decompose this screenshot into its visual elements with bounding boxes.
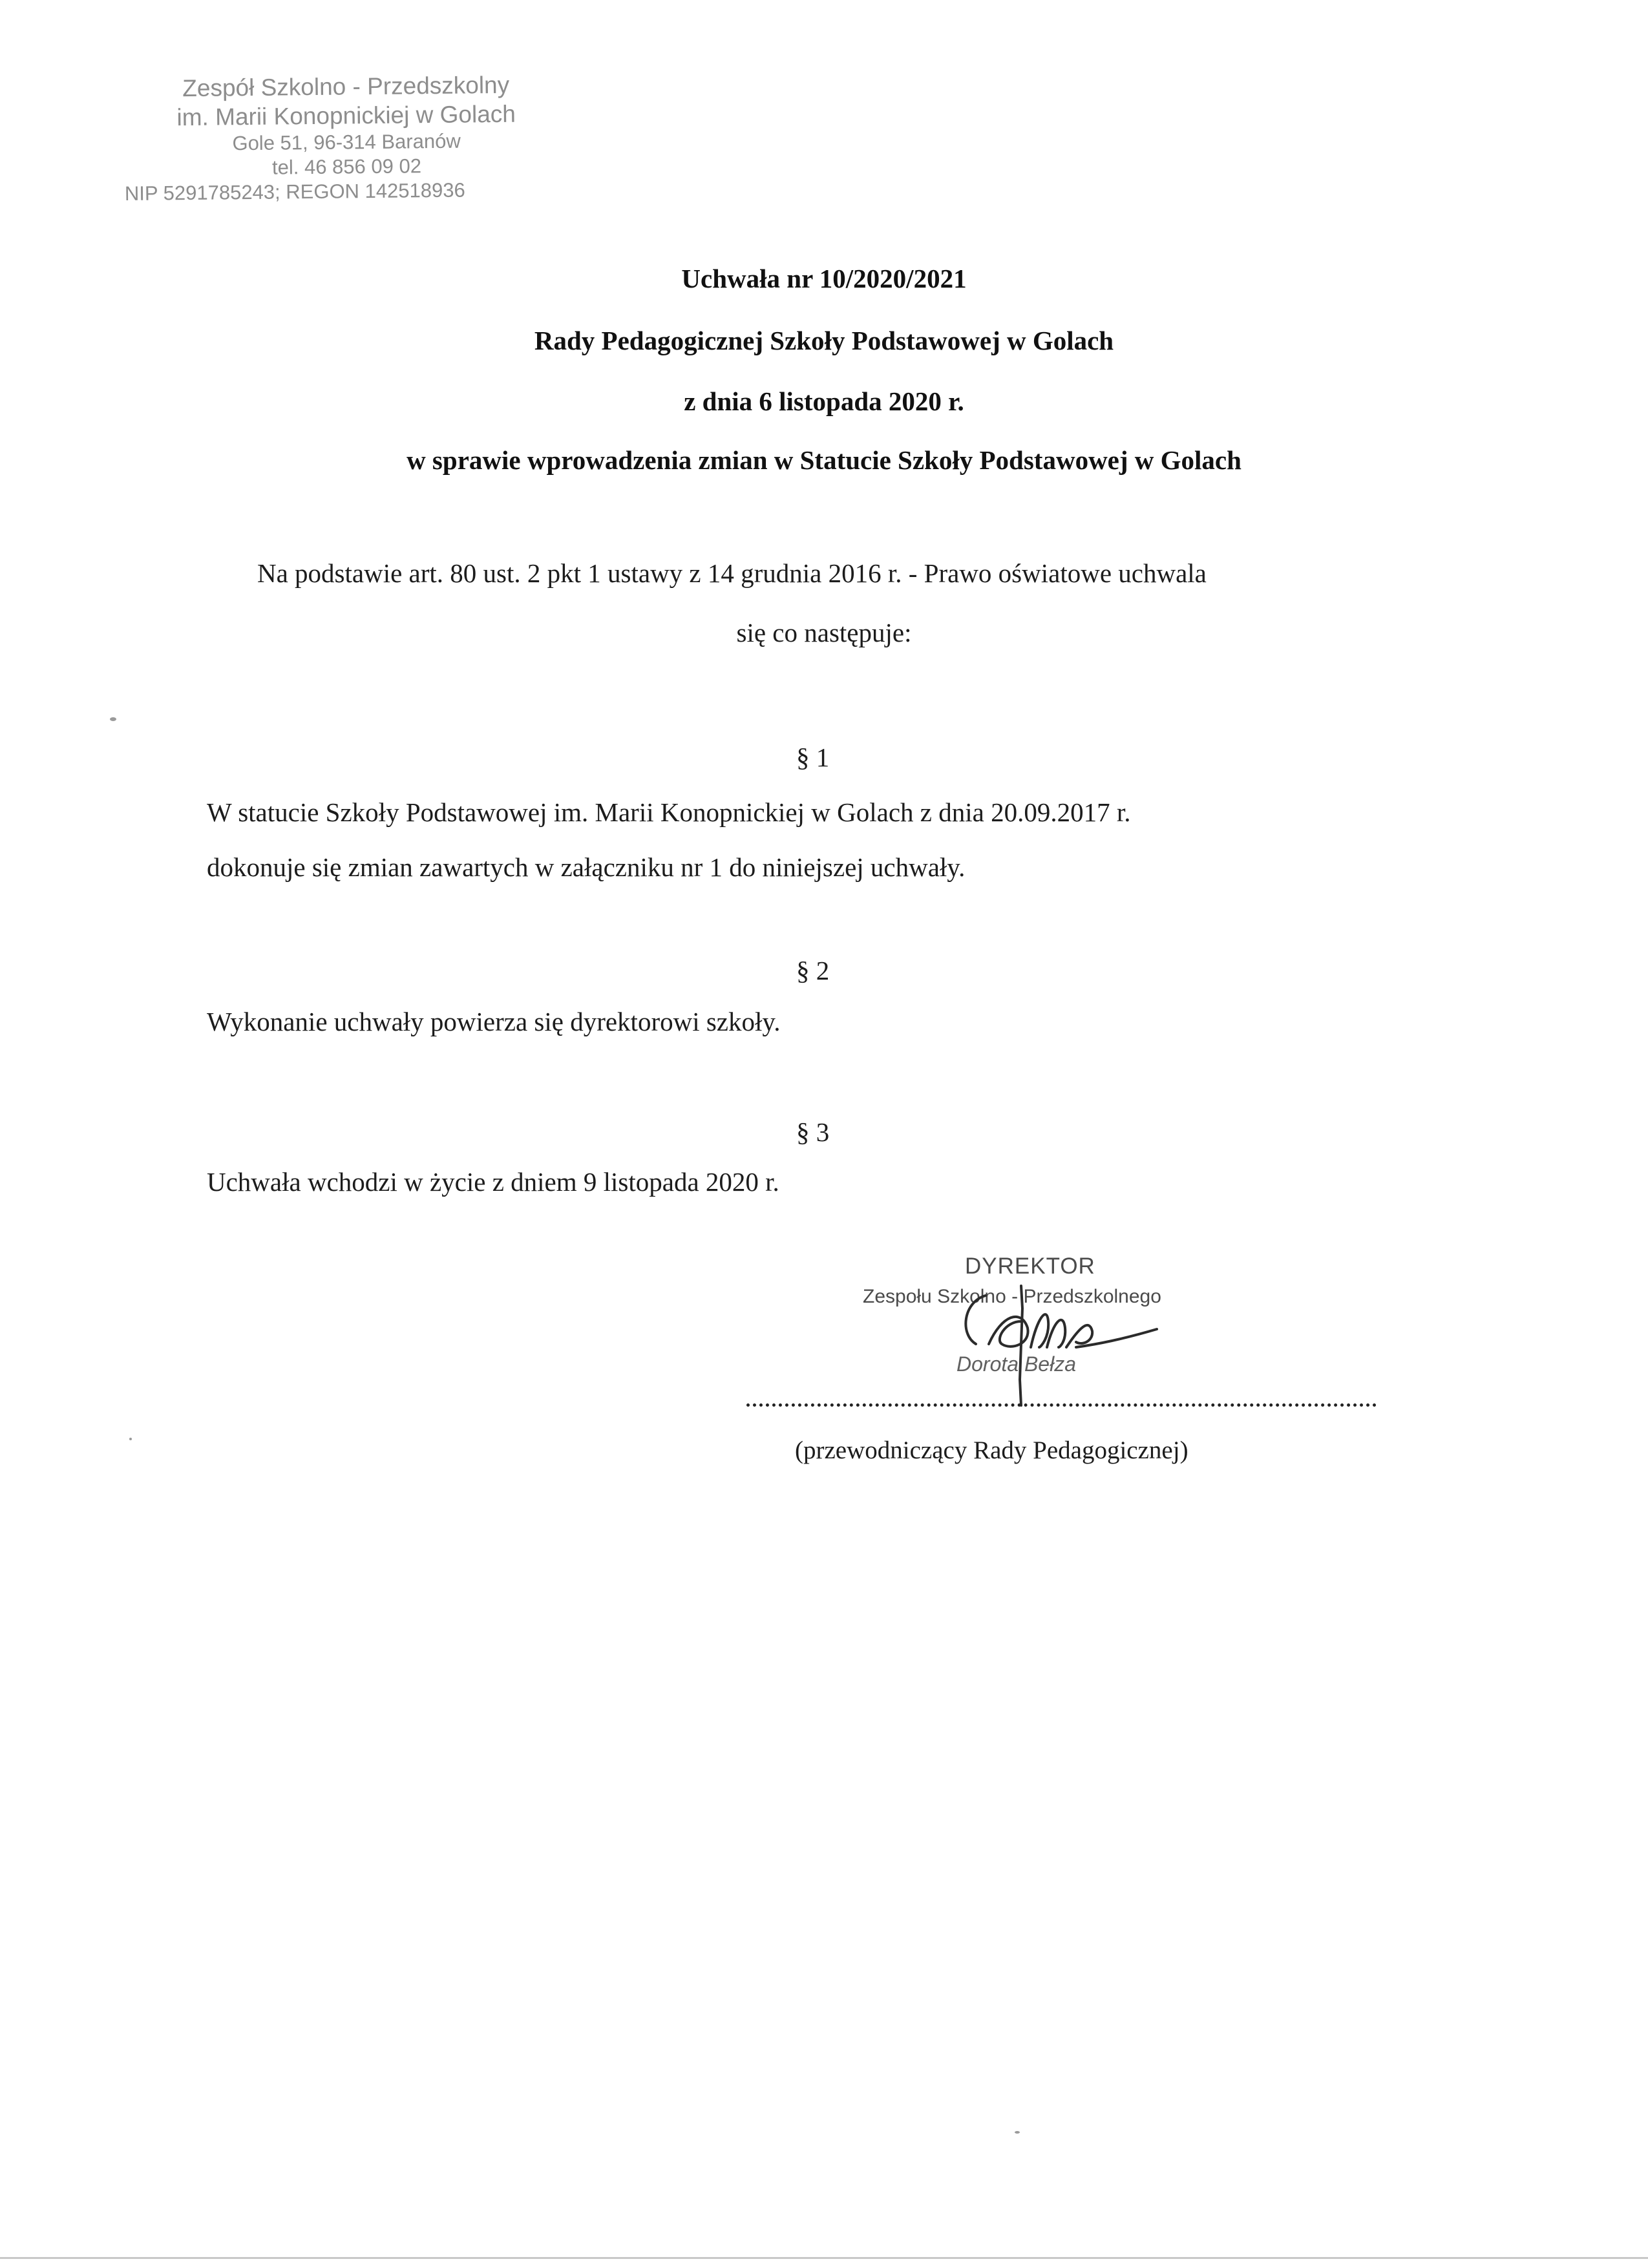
stamp-school-name: Zespół Szkolno - Przedszkolny [182,71,510,102]
resolution-title: Uchwała nr 10/2020/2021 [681,264,967,293]
section-sign-3: § 3 [796,1117,830,1147]
stamp-patron: im. Marii Konopnickiej w Golach [176,100,516,131]
resolution-subject: w sprawie wprowadzenia zmian w Statucie Szkoły Podstawowej w Golach [407,445,1241,475]
preamble-line-1: Na podstawie art. 80 ust. 2 pkt 1 ustawy z 14 grudnia 2016 r. - Prawo oświatowe uchwala [257,558,1207,588]
section-2-line-1: Wykonanie uchwały powierza się dyrektorowi szkoły. [207,1007,781,1036]
stamp-phone: tel. 46 856 09 02 [271,154,422,179]
director-school: Zespołu Szkolno - Przedszkolnego [863,1286,1161,1307]
scan-speck [1015,2131,1020,2134]
section-1-line-2: dokonuje się zmian zawartych w załączniku nr 1 do niniejszej uchwały. [207,852,966,882]
signature-caption: (przewodniczący Rady Pedagogicznej) [795,1436,1188,1464]
handwritten-signature [950,1283,1170,1412]
scan-speck [129,1438,132,1440]
preamble-line-2: się co następuje: [736,618,912,647]
section-1-line-1: W statucie Szkoły Podstawowej im. Marii Konopnickiej w Golach z dnia 20.09.2017 r. [207,797,1131,827]
school-stamp [126,70,567,206]
scan-speck [110,717,116,721]
section-sign-1: § 1 [796,742,830,772]
director-title: DYREKTOR [965,1254,1095,1279]
section-3-line-1: Uchwała wchodzi w życie z dniem 9 listopada 2020 r. [207,1167,779,1197]
scan-bottom-edge [0,2257,1648,2259]
resolution-date: z dnia 6 listopada 2020 r. [684,386,964,416]
director-name: Dorota Bełza [956,1352,1076,1376]
stamp-tax-ids: NIP 5291785243; REGON 142518936 [124,178,465,205]
stamp-address: Gole 51, 96-314 Baranów [232,129,461,155]
section-sign-2: § 2 [796,956,830,985]
resolution-body: Rady Pedagogicznej Szkoły Podstawowej w Golach [534,326,1114,355]
signature-dotted-line [746,1403,1377,1407]
